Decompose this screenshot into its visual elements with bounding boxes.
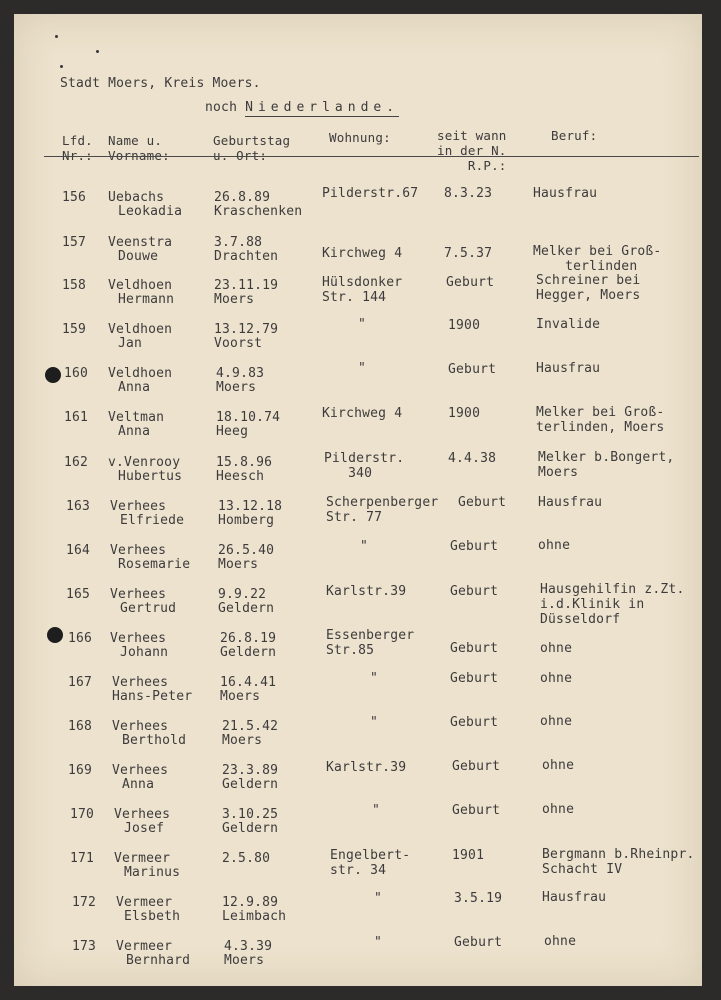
row-address: Pilderstr. 340 [324, 451, 405, 481]
row-address: " [374, 935, 383, 950]
ink-speck [96, 50, 99, 53]
row-job: Hausfrau [536, 361, 601, 376]
row-number: 165 [66, 587, 91, 602]
row-job: Bergmann b.Rheinpr. Schacht IV [542, 847, 695, 877]
row-job: ohne [542, 758, 575, 773]
row-surname: Verhees [112, 675, 169, 690]
row-since: Geburt [454, 935, 503, 950]
row-job: Melker bei Groß- terlinden, Moers [536, 405, 665, 435]
row-number: 158 [62, 278, 87, 293]
row-birth-place: Voorst [214, 336, 263, 351]
row-surname: Verhees [110, 587, 167, 602]
punch-hole [47, 627, 63, 643]
row-firstname: Anna [118, 380, 151, 395]
row-job: Melker bei Groß- terlinden [533, 244, 662, 274]
header-rule [44, 156, 699, 157]
row-birth-place: Moers [224, 953, 265, 968]
row-address: " [360, 539, 369, 554]
row-number: 164 [66, 543, 91, 558]
row-birth-place: Geldern [222, 777, 279, 792]
row-since: Geburt [452, 803, 501, 818]
row-since: Geburt [450, 584, 499, 599]
row-surname: v.Venrooy [108, 455, 181, 470]
row-birth-place: Moers [220, 689, 261, 704]
row-number: 163 [66, 499, 91, 514]
ink-speck [55, 35, 58, 38]
row-surname: Vermeer [116, 939, 173, 954]
row-number: 160 [64, 366, 89, 381]
row-job: ohne [540, 671, 573, 686]
column-header-name: Name u. Vorname: [108, 133, 170, 163]
row-firstname: Berthold [122, 733, 187, 748]
row-birth-date: 13.12.79 [214, 322, 279, 337]
row-birth-date: 15.8.96 [216, 455, 273, 470]
row-since: Geburt [452, 759, 501, 774]
row-surname: Veenstra [108, 235, 173, 250]
row-job: Invalide [536, 317, 601, 332]
row-address: " [358, 361, 367, 376]
row-surname: Veldhoen [108, 322, 173, 337]
row-surname: Veldhoen [108, 278, 173, 293]
row-birth-place: Heeg [216, 424, 249, 439]
row-since: 4.4.38 [448, 451, 497, 466]
row-surname: Veldhoen [108, 366, 173, 381]
row-number: 159 [62, 322, 87, 337]
row-since: Geburt [450, 671, 499, 686]
row-job: Hausfrau [533, 186, 598, 201]
row-since: 1900 [448, 318, 481, 333]
row-surname: Verhees [112, 719, 169, 734]
row-address: Hülsdonker Str. 144 [322, 275, 403, 305]
row-firstname: Leokadia [118, 204, 183, 219]
row-job: ohne [542, 802, 575, 817]
row-surname: Verhees [114, 807, 171, 822]
row-birth-date: 13.12.18 [218, 499, 283, 514]
row-birth-place: Kraschenken [214, 204, 303, 219]
row-birth-place: Leimbach [222, 909, 287, 924]
row-firstname: Bernhard [126, 953, 191, 968]
column-header-job: Beruf: [551, 128, 598, 143]
row-birth-date: 4.3.39 [224, 939, 273, 954]
document-header: Stadt Moers, Kreis Moers. [60, 76, 261, 91]
row-address: Scherpenberger Str. 77 [326, 495, 439, 525]
ink-speck [60, 65, 63, 68]
row-firstname: Anna [118, 424, 151, 439]
row-birth-place: Heesch [216, 469, 265, 484]
row-birth-place: Geldern [220, 645, 277, 660]
row-number: 167 [68, 675, 93, 690]
row-job: ohne [538, 538, 571, 553]
row-job: Melker b.Bongert, Moers [538, 450, 675, 480]
row-surname: Veltman [108, 410, 165, 425]
row-birth-date: 26.8.19 [220, 631, 277, 646]
row-address: " [370, 715, 379, 730]
row-birth-place: Geldern [222, 821, 279, 836]
row-birth-date: 2.5.80 [222, 851, 271, 866]
row-firstname: Hermann [118, 292, 175, 307]
row-address: Karlstr.39 [326, 584, 407, 599]
row-address: Pilderstr.67 [322, 186, 419, 201]
row-job: Hausgehilfin z.Zt. i.d.Klinik in Düsseldorf [540, 582, 685, 627]
column-header-birth: Geburtstag u. Ort: [213, 133, 291, 163]
row-address: Karlstr.39 [326, 760, 407, 775]
punch-hole [45, 367, 61, 383]
row-since: Geburt [448, 362, 497, 377]
row-birth-date: 26.8.89 [214, 190, 271, 205]
row-firstname: Anna [122, 777, 155, 792]
row-surname: Verhees [110, 543, 167, 558]
row-firstname: Hans-Peter [112, 689, 193, 704]
row-since: 1900 [448, 406, 481, 421]
subheader-country: Niederlande. [245, 100, 400, 115]
row-birth-place: Moers [222, 733, 263, 748]
row-birth-date: 3.10.25 [222, 807, 279, 822]
row-surname: Uebachs [108, 190, 165, 205]
row-address: " [372, 803, 381, 818]
row-birth-date: 21.5.42 [222, 719, 279, 734]
row-birth-date: 26.5.40 [218, 543, 275, 558]
row-address: " [374, 891, 383, 906]
subheader [205, 100, 399, 115]
row-firstname: Josef [124, 821, 165, 836]
row-job: ohne [540, 714, 573, 729]
row-number: 166 [68, 631, 93, 646]
row-firstname: Elfriede [120, 513, 185, 528]
row-birth-date: 9.9.22 [218, 587, 267, 602]
row-since: Geburt [450, 539, 499, 554]
row-surname: Vermeer [114, 851, 171, 866]
row-number: 168 [68, 719, 93, 734]
row-birth-place: Moers [216, 380, 257, 395]
row-birth-place: Geldern [218, 601, 275, 616]
row-since: 1901 [452, 848, 485, 863]
row-birth-place: Moers [218, 557, 259, 572]
row-surname: Verhees [110, 499, 167, 514]
row-job: Schreiner bei Hegger, Moers [536, 273, 641, 303]
row-birth-place: Drachten [214, 249, 279, 264]
row-birth-date: 3.7.88 [214, 235, 263, 250]
column-header-since: seit wann in der N. R.P.: [437, 128, 507, 173]
row-firstname: Elsbeth [124, 909, 181, 924]
row-birth-date: 4.9.83 [216, 366, 265, 381]
row-firstname: Jan [118, 336, 143, 351]
row-job: Hausfrau [542, 890, 607, 905]
row-number: 156 [62, 190, 87, 205]
row-number: 157 [62, 235, 87, 250]
row-number: 171 [70, 851, 95, 866]
row-firstname: Rosemarie [118, 557, 191, 572]
row-firstname: Hubertus [118, 469, 183, 484]
row-firstname: Gertrud [120, 601, 177, 616]
row-firstname: Marinus [124, 865, 181, 880]
row-since: Geburt [450, 715, 499, 730]
row-birth-date: 16.4.41 [220, 675, 277, 690]
row-surname: Vermeer [116, 895, 173, 910]
row-since: 3.5.19 [454, 891, 503, 906]
row-since: Geburt [450, 641, 499, 656]
row-birth-place: Moers [214, 292, 255, 307]
row-number: 161 [64, 410, 89, 425]
row-since: Geburt [446, 275, 495, 290]
row-number: 169 [68, 763, 93, 778]
row-birth-place: Homberg [218, 513, 275, 528]
row-address: Essenberger Str.85 [326, 628, 415, 658]
subheader-prefix: noch [205, 100, 238, 115]
row-surname: Verhees [112, 763, 169, 778]
row-address: Kirchweg 4 [322, 246, 403, 261]
row-birth-date: 12.9.89 [222, 895, 279, 910]
row-number: 172 [72, 895, 97, 910]
row-job: ohne [544, 934, 577, 949]
row-address: " [370, 671, 379, 686]
row-address: Kirchweg 4 [322, 406, 403, 421]
row-address: " [358, 317, 367, 332]
row-birth-date: 23.11.19 [214, 278, 279, 293]
row-number: 173 [72, 939, 97, 954]
row-job: Hausfrau [538, 495, 603, 510]
row-since: 7.5.37 [444, 246, 493, 261]
row-birth-date: 23.3.89 [222, 763, 279, 778]
row-since: 8.3.23 [444, 186, 493, 201]
row-number: 162 [64, 455, 89, 470]
row-number: 170 [70, 807, 95, 822]
row-birth-date: 18.10.74 [216, 410, 281, 425]
row-since: Geburt [458, 495, 507, 510]
row-firstname: Johann [120, 645, 169, 660]
row-job: ohne [540, 641, 573, 656]
column-header-lfd: Lfd. Nr.: [62, 133, 93, 163]
row-firstname: Douwe [118, 249, 159, 264]
row-address: Engelbert- str. 34 [330, 848, 411, 878]
column-header-address: Wohnung: [329, 130, 391, 145]
row-surname: Verhees [110, 631, 167, 646]
